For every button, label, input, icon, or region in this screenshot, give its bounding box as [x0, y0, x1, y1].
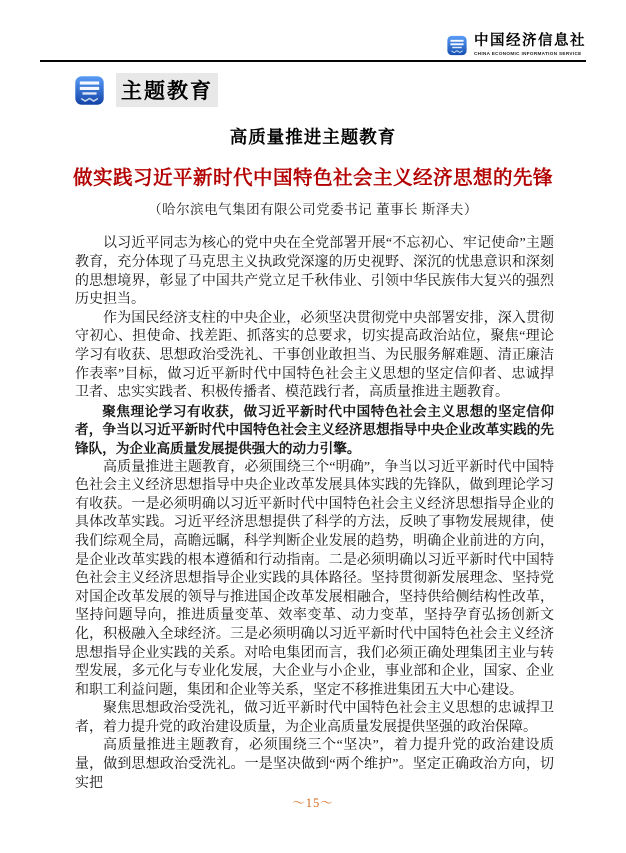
page-number: ～15～: [292, 796, 334, 810]
article-paragraph: 高质量推进主题教育，必须围绕三个“明确”，争当以习近平新时代中国特色社会主义经济思想指导中央企业改革发展具体实践的先锋队，做到理论学习有收获。一是必须明确以习近平新时代中国特色社会主义经济思想指导企业的具体改革实践。习近平经济思想提供了科学的方法，反映了事物发展规律，使我们综观全局，高瞻远瞩，科学判断企业发展的趋势，明确企业前进的方向，是企业改革实践的根本遵循和行动指南。二是必须明确以习近平新时代中国特色社会主义经济思想指导企业实践的具体路径。坚持贯彻新发展理念、坚持党对国企改革发展的领导与推进国企改革发展相融合，坚持供给侧结构性改革，坚持问题导向，推进质量变革、效率变革、动力变革，坚持孕育弘扬创新文化，积极融入全球经济。三是必须明确以习近平新时代中国特色社会主义经济思想指导企业实践的关系。对哈电集团而言，我们必须正确处理集团主业与转型发展，多元化与专业化发展，大企业与小企业，事业部和企业，国家、企业和职工利益问题，集团和企业等关系，坚定不移推进集团五大中心建设。: [75, 459, 554, 698]
section-badge-label: 主题教育: [116, 73, 218, 107]
agency-tagline: CHINA ECONOMIC INFORMATION SERVICE: [474, 51, 582, 57]
page-header: [40, 0, 586, 62]
article-paragraph: 聚焦思想政治受洗礼，做习近平新时代中国特色社会主义思想的忠诚捍卫者，着力提升党的政治建设质量，为企业高质量发展提供坚强的政治保障。: [75, 701, 554, 735]
newspaper-badge-icon: [74, 75, 105, 106]
article-paragraph: 作为国民经济支柱的中央企业，必须坚决贯彻党中央部署安排，深入贯彻守初心、担使命、找差距、抓落实的总要求，切实提高政治站位，聚焦“理论学习有收获、思想政治受洗礼、干事创业敢担当、为民服务解难题、清正廉洁作表率”目标，做习近平新时代中国特色社会主义思想的坚定信仰者、忠诚捍卫者、忠实实践者、积极传播者、模范践行者，高质量推进主题教育。: [75, 310, 554, 401]
article-body: [75, 235, 554, 793]
agency-logo: [40, 34, 586, 56]
article-paragraph: 高质量推进主题教育，必须围绕三个“坚决”，着力提升党的政治建设质量，做到思想政治受洗礼。一是坚决做到“两个维护”。坚定正确政治方向，切实把: [75, 738, 554, 791]
newspaper-logo-icon: [446, 35, 468, 56]
agency-name: 中国经济信息社: [474, 33, 586, 49]
header-divider: [40, 60, 586, 62]
article-subtitle: 做实践习近平新时代中国特色社会主义经济思想的先锋: [72, 167, 553, 190]
section-badge: [74, 73, 626, 107]
article-paragraph: 聚焦理论学习有收获，做习近平新时代中国特色社会主义思想的坚定信仰者，争当以习近平新时代中国特色社会主义经济思想指导中央企业改革实践的先锋队，为企业高质量发展提供强大的动力引擎。: [75, 403, 554, 456]
article-paragraph: 以习近平同志为核心的党中央在全党部署开展“不忘初心、牢记使命”主题教育，充分体现了马克思主义执政党深邃的历史视野、深沉的忧患意识和深刻的思想境界，彰显了中国共产党立足千秋伟业、引领中华民族伟大复兴的强烈历史担当。: [75, 236, 554, 308]
agency-logo-text-block: [474, 34, 586, 56]
article-byline: （哈尔滨电气集团有限公司党委书记 董事长 斯泽夫）: [148, 202, 478, 218]
article-title: 高质量推进主题教育: [229, 127, 397, 148]
